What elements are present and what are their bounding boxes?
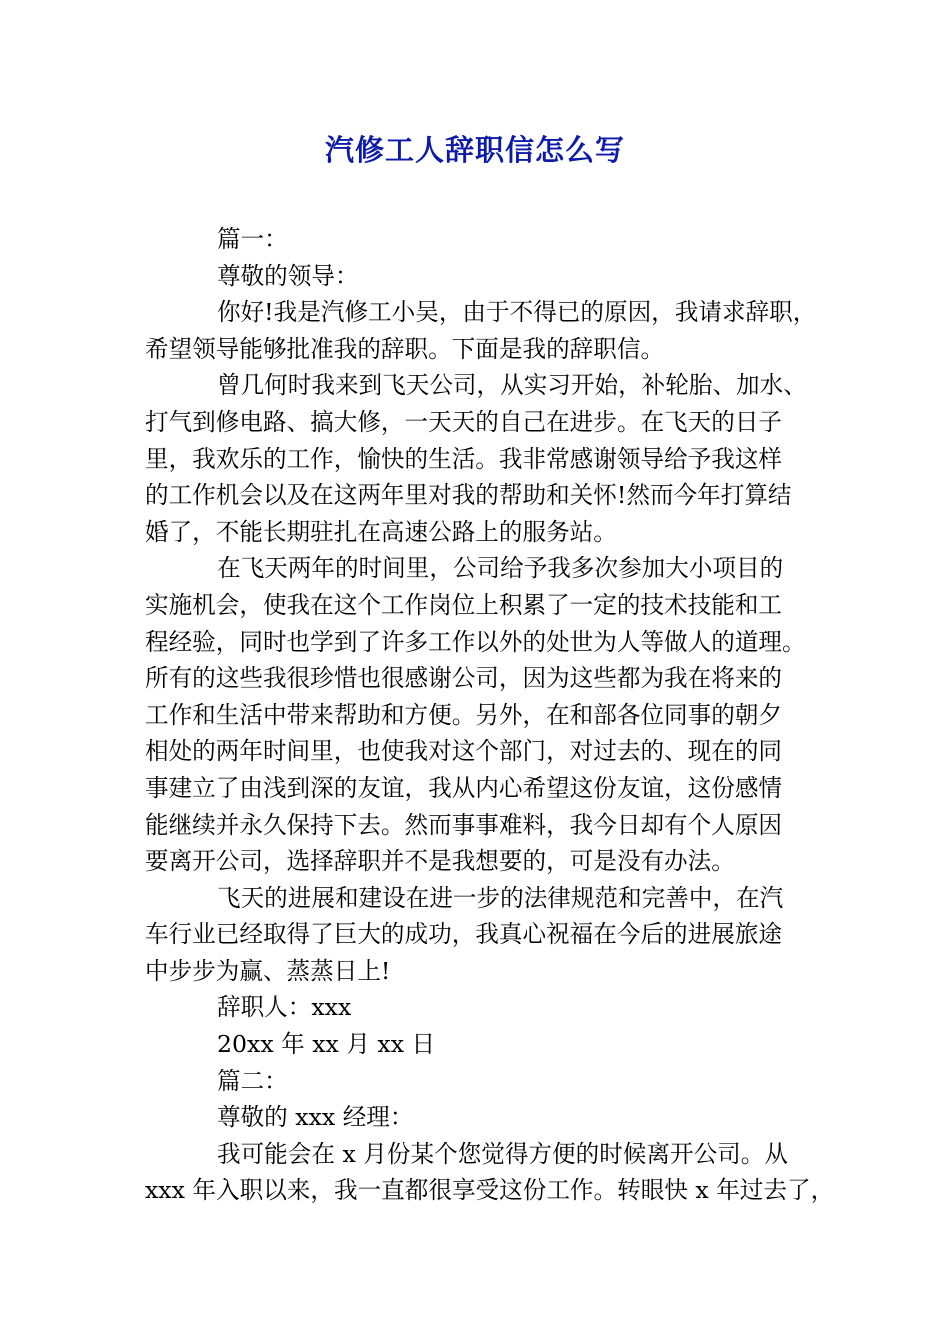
text-line: 篇一：: [217, 225, 288, 253]
text-line: 婚了，不能长期驻扎在高速公路上的服务站。: [145, 517, 617, 546]
text-line: 打气到修电路、搞大修，一天天的自己在进步。在飞天的日子: [145, 407, 783, 436]
text-line: 能继续并永久保持下去。然而事事难料，我今日却有个人原因: [145, 810, 783, 839]
text-line: 在飞天两年的时间里，公司给予我多次参加大小项目的: [217, 554, 784, 583]
text-line: 中步步为赢、蒸蒸日上!: [145, 956, 391, 985]
text-line: 尊敬的 xxx 经理：: [217, 1103, 414, 1132]
text-line: 曾几何时我来到飞天公司，从实习开始，补轮胎、加水、: [217, 371, 807, 400]
text-line: 要离开公司，选择辞职并不是我想要的，可是没有办法。: [145, 847, 735, 876]
document-title: 汽修工人辞职信怎么写: [324, 133, 625, 167]
document-body: [145, 221, 835, 1209]
text-line: 工作和生活中带来帮助和方便。另外，在和部各位同事的朝夕: [145, 700, 783, 729]
text-line: 我可能会在 x 月份某个您觉得方便的时候离开公司。从: [217, 1139, 788, 1168]
text-line: 实施机会，使我在这个工作岗位上积累了一定的技术技能和工: [145, 590, 783, 619]
text-line: 的工作机会以及在这两年里对我的帮助和关怀!然而今年打算结: [145, 481, 792, 510]
text-line: 事建立了由浅到深的友谊，我从内心希望这份友谊，这份感情: [145, 773, 783, 802]
text-line: 飞天的进展和建设在进一步的法律规范和完善中，在汽: [217, 883, 784, 912]
text-line: 你好!我是汽修工小吴，由于不得已的原因，我请求辞职，: [217, 298, 817, 327]
text-line: 里，我欢乐的工作，愉快的生活。我非常感谢领导给予我这样: [145, 444, 783, 473]
text-line: 希望领导能够批准我的辞职。下面是我的辞职信。: [145, 334, 665, 363]
text-line: 辞职人：xxx: [217, 993, 352, 1022]
text-line: 20xx 年 xx 月 xx 日: [217, 1030, 436, 1059]
text-line: 所有的这些我很珍惜也很感谢公司，因为这些都为我在将来的: [145, 664, 783, 693]
text-line: 相处的两年时间里，也使我对这个部门，对过去的、现在的同: [145, 737, 783, 766]
text-line: xxx 年入职以来，我一直都很享受这份工作。转眼快 x 年过去了，: [145, 1176, 835, 1205]
text-line: 车行业已经取得了巨大的成功，我真心祝福在今后的进展旅途: [145, 920, 783, 949]
text-line: 程经验，同时也学到了许多工作以外的处世为人等做人的道理。: [145, 627, 806, 656]
text-line: 尊敬的领导：: [217, 261, 359, 290]
text-line: 篇二：: [217, 1066, 288, 1095]
